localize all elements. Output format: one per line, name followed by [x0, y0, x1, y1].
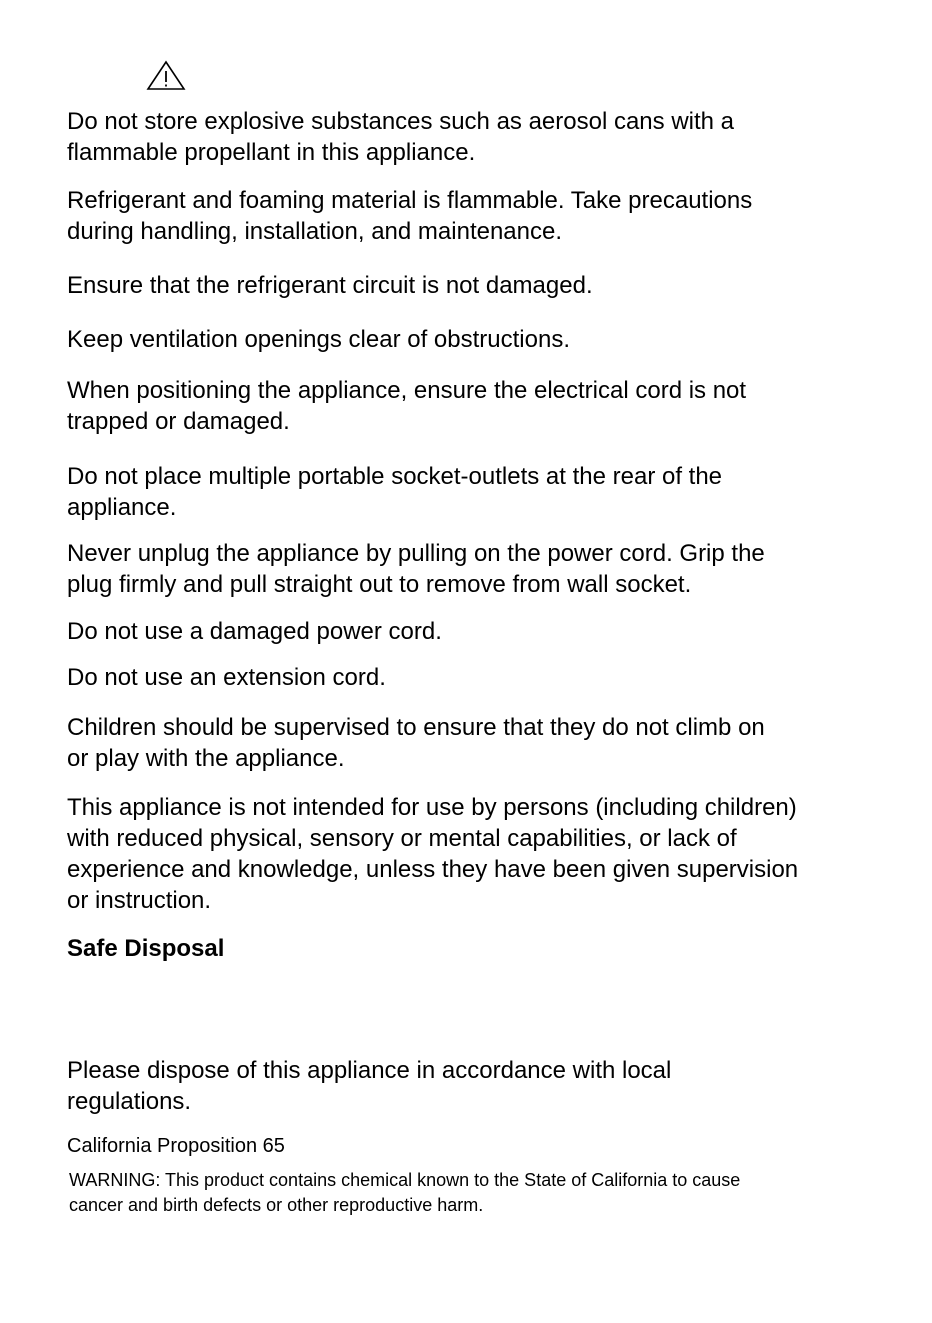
extension-cord-warning: Do not use an extension cord.: [67, 664, 386, 691]
aerosol-warning: Do not store explosive substances such as aerosol cans with a flammable propellant in this appliance.: [67, 108, 735, 166]
reduced-capabilities-warning: This appliance is not intended for use by persons (including children) with reduced physical, sensory or mental capabilities, or lack of experience and knowledge, unless they have been given supervision or instruction.: [67, 794, 799, 914]
refrigerant-circuit-warning: Ensure that the refrigerant circuit is not damaged.: [67, 272, 593, 299]
ventilation-warning: Keep ventilation openings clear of obstructions.: [67, 326, 570, 353]
safe-disposal-heading: Safe Disposal: [67, 935, 225, 962]
refrigerant-flammable-warning: Refrigerant and foaming material is flammable. Take precautions during handling, installation, and maintenance.: [67, 187, 753, 245]
cord-positioning-warning: When positioning the appliance, ensure the electrical cord is not trapped or damaged.: [67, 377, 747, 435]
children-supervision-warning: Children should be supervised to ensure that they do not climb on or play with the appliance.: [67, 714, 765, 772]
prop65-title: California Proposition 65: [67, 1135, 285, 1157]
prop65-warning: WARNING: This product contains chemical known to the State of California to cause cancer and birth defects or other reproductive harm.: [69, 1170, 741, 1215]
damaged-cord-warning: Do not use a damaged power cord.: [67, 618, 442, 645]
disposal-instructions: Please dispose of this appliance in accordance with local regulations.: [67, 1057, 672, 1115]
socket-outlets-warning: Do not place multiple portable socket-outlets at the rear of the appliance.: [67, 463, 723, 521]
unplug-warning: Never unplug the appliance by pulling on the power cord. Grip the plug firmly and pull straight out to remove from wall socket.: [67, 540, 765, 598]
warning-triangle-icon: [145, 59, 187, 91]
